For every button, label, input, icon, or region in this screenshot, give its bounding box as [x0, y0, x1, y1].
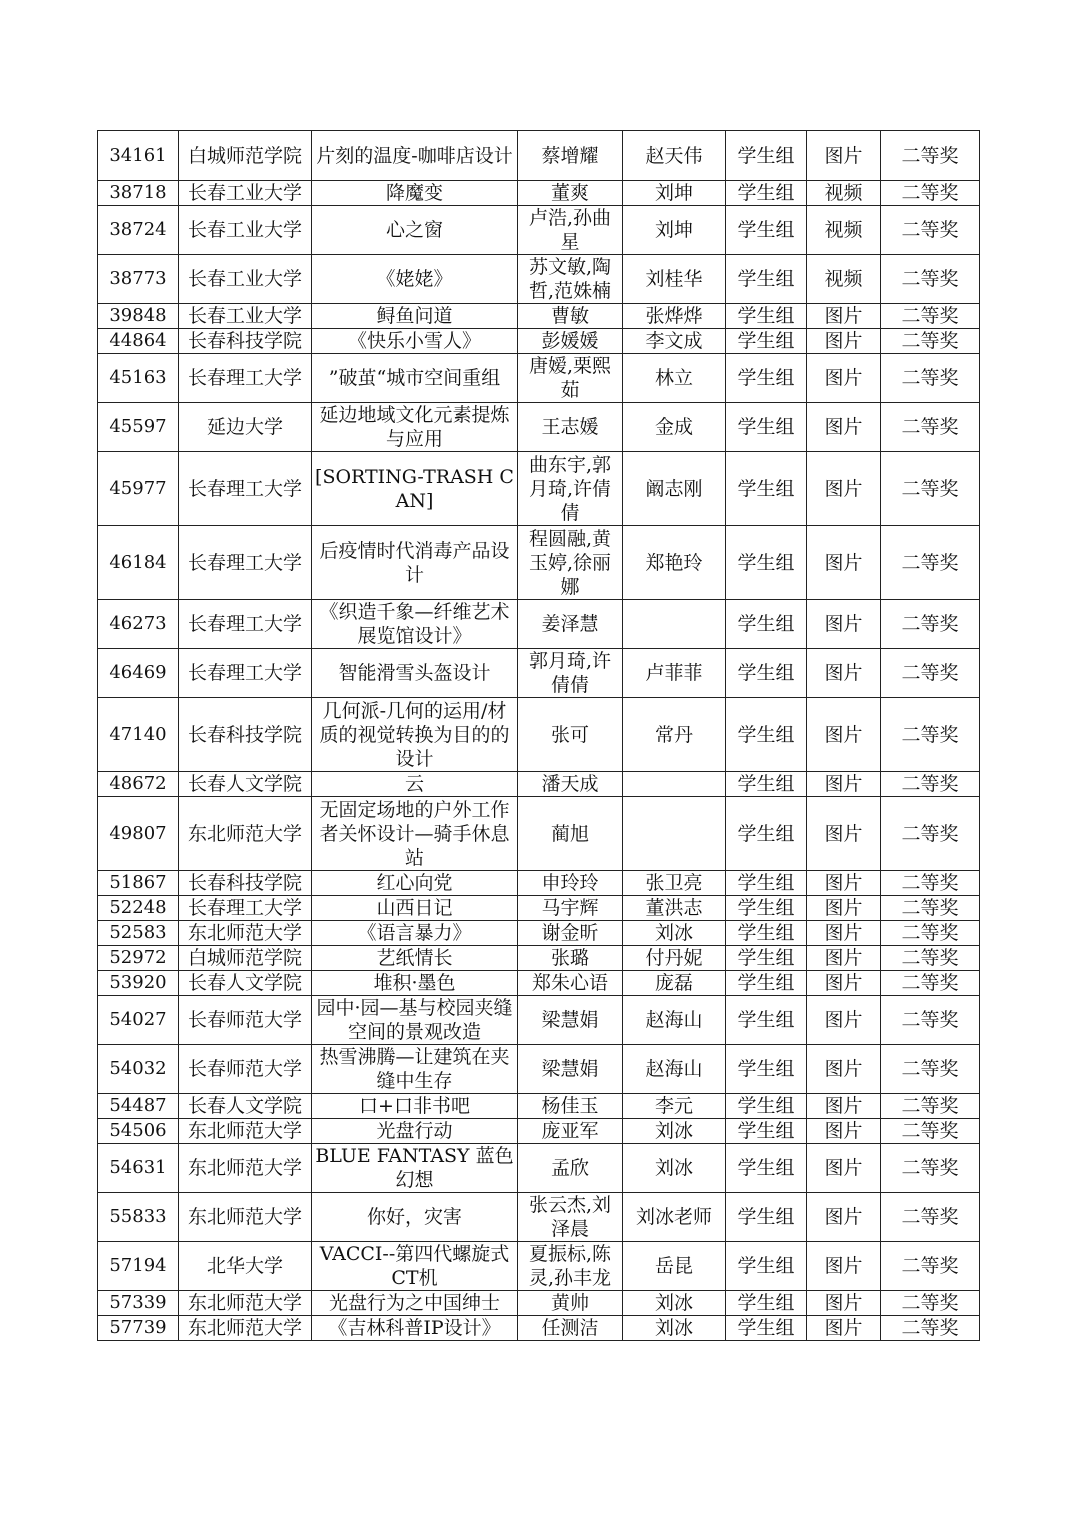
- authors-cell: 杨佳玉: [518, 1094, 623, 1119]
- advisor-cell: 金成: [623, 403, 726, 452]
- table-row: [98, 1242, 980, 1291]
- school-cell: 长春人文学院: [179, 1094, 312, 1119]
- work-title-cell: 几何派-几何的运用/材质的视觉转换为目的的设计: [312, 698, 518, 772]
- authors-cell: 孟欣: [518, 1144, 623, 1193]
- work-id-cell: 57739: [98, 1316, 179, 1341]
- category-cell: 图片: [807, 526, 881, 600]
- advisor-cell: 郑艳玲: [623, 526, 726, 600]
- advisor-cell: 卢菲菲: [623, 649, 726, 698]
- school-cell: 延边大学: [179, 403, 312, 452]
- award-cell: 二等奖: [881, 600, 980, 649]
- table-row: [98, 206, 980, 255]
- work-id-cell: 45597: [98, 403, 179, 452]
- school-cell: 长春理工大学: [179, 600, 312, 649]
- authors-cell: 姜泽慧: [518, 600, 623, 649]
- school-cell: 长春工业大学: [179, 304, 312, 329]
- work-id-cell: 54032: [98, 1045, 179, 1094]
- category-cell: 图片: [807, 1316, 881, 1341]
- award-cell: 二等奖: [881, 649, 980, 698]
- award-cell: 二等奖: [881, 871, 980, 896]
- authors-cell: 蔡增耀: [518, 131, 623, 181]
- table-row: [98, 1291, 980, 1316]
- advisor-cell: 刘冰老师: [623, 1193, 726, 1242]
- category-cell: 图片: [807, 1144, 881, 1193]
- group-cell: 学生组: [726, 1094, 807, 1119]
- work-id-cell: 45163: [98, 354, 179, 403]
- award-cell: 二等奖: [881, 131, 980, 181]
- award-cell: 二等奖: [881, 304, 980, 329]
- advisor-cell: 赵海山: [623, 996, 726, 1045]
- category-cell: 图片: [807, 996, 881, 1045]
- work-id-cell: 45977: [98, 452, 179, 526]
- work-title-cell: 光盘行动: [312, 1119, 518, 1144]
- work-id-cell: 57339: [98, 1291, 179, 1316]
- group-cell: 学生组: [726, 1119, 807, 1144]
- authors-cell: 任测洁: [518, 1316, 623, 1341]
- work-id-cell: 52583: [98, 921, 179, 946]
- school-cell: 东北师范大学: [179, 797, 312, 871]
- category-cell: 图片: [807, 1242, 881, 1291]
- group-cell: 学生组: [726, 1242, 807, 1291]
- authors-cell: 苏文敏,陶哲,范姝楠: [518, 255, 623, 304]
- category-cell: 图片: [807, 772, 881, 797]
- school-cell: 长春科技学院: [179, 329, 312, 354]
- group-cell: 学生组: [726, 649, 807, 698]
- work-id-cell: 54506: [98, 1119, 179, 1144]
- school-cell: 东北师范大学: [179, 1193, 312, 1242]
- table-row: [98, 896, 980, 921]
- table-row: [98, 871, 980, 896]
- award-cell: 二等奖: [881, 255, 980, 304]
- work-title-cell: 智能滑雪头盔设计: [312, 649, 518, 698]
- work-id-cell: 52248: [98, 896, 179, 921]
- authors-cell: 张云杰,刘泽晨: [518, 1193, 623, 1242]
- table-row: [98, 304, 980, 329]
- work-title-cell: 你好，灾害: [312, 1193, 518, 1242]
- table-row: [98, 526, 980, 600]
- authors-cell: 郭月琦,许倩倩: [518, 649, 623, 698]
- table-row: [98, 946, 980, 971]
- award-cell: 二等奖: [881, 996, 980, 1045]
- work-title-cell: BLUE FANTASY 蓝色幻想: [312, 1144, 518, 1193]
- table-row: [98, 1119, 980, 1144]
- authors-cell: 张璐: [518, 946, 623, 971]
- work-title-cell: [SORTING-TRASH CAN]: [312, 452, 518, 526]
- school-cell: 长春人文学院: [179, 971, 312, 996]
- work-id-cell: 55833: [98, 1193, 179, 1242]
- advisor-cell: 刘坤: [623, 206, 726, 255]
- award-cell: 二等奖: [881, 772, 980, 797]
- advisor-cell: 李元: [623, 1094, 726, 1119]
- school-cell: 长春人文学院: [179, 772, 312, 797]
- group-cell: 学生组: [726, 600, 807, 649]
- award-cell: 二等奖: [881, 1193, 980, 1242]
- group-cell: 学生组: [726, 1316, 807, 1341]
- work-id-cell: 46469: [98, 649, 179, 698]
- table-row: [98, 255, 980, 304]
- award-cell: 二等奖: [881, 1144, 980, 1193]
- authors-cell: 王志媛: [518, 403, 623, 452]
- table-row: [98, 181, 980, 206]
- group-cell: 学生组: [726, 698, 807, 772]
- category-cell: 图片: [807, 1119, 881, 1144]
- category-cell: 视频: [807, 181, 881, 206]
- authors-cell: 申玲玲: [518, 871, 623, 896]
- award-cell: 二等奖: [881, 1291, 980, 1316]
- advisor-cell: [623, 600, 726, 649]
- table-row: [98, 996, 980, 1045]
- work-id-cell: 38773: [98, 255, 179, 304]
- table-row: [98, 600, 980, 649]
- work-id-cell: 34161: [98, 131, 179, 181]
- work-id-cell: 38718: [98, 181, 179, 206]
- authors-cell: 程圆融,黄玉婷,徐丽娜: [518, 526, 623, 600]
- table-row: [98, 403, 980, 452]
- award-cell: 二等奖: [881, 698, 980, 772]
- category-cell: 图片: [807, 871, 881, 896]
- advisor-cell: 刘冰: [623, 1316, 726, 1341]
- award-cell: 二等奖: [881, 896, 980, 921]
- work-id-cell: 44864: [98, 329, 179, 354]
- award-list-table: [97, 130, 980, 1341]
- advisor-cell: 付丹妮: [623, 946, 726, 971]
- school-cell: 长春工业大学: [179, 255, 312, 304]
- group-cell: 学生组: [726, 1045, 807, 1094]
- group-cell: 学生组: [726, 255, 807, 304]
- group-cell: 学生组: [726, 1144, 807, 1193]
- work-id-cell: 54487: [98, 1094, 179, 1119]
- category-cell: 图片: [807, 1193, 881, 1242]
- work-id-cell: 54027: [98, 996, 179, 1045]
- group-cell: 学生组: [726, 772, 807, 797]
- authors-cell: 黄帅: [518, 1291, 623, 1316]
- group-cell: 学生组: [726, 403, 807, 452]
- award-cell: 二等奖: [881, 1045, 980, 1094]
- award-cell: 二等奖: [881, 921, 980, 946]
- advisor-cell: 张烨烨: [623, 304, 726, 329]
- advisor-cell: 常丹: [623, 698, 726, 772]
- advisor-cell: 刘坤: [623, 181, 726, 206]
- category-cell: 图片: [807, 1094, 881, 1119]
- work-title-cell: 红心向党: [312, 871, 518, 896]
- school-cell: 长春工业大学: [179, 181, 312, 206]
- table-row: [98, 1144, 980, 1193]
- advisor-cell: 岳昆: [623, 1242, 726, 1291]
- advisor-cell: 林立: [623, 354, 726, 403]
- work-title-cell: 《织造千象—纤维艺术展览馆设计》: [312, 600, 518, 649]
- group-cell: 学生组: [726, 946, 807, 971]
- school-cell: 长春师范大学: [179, 1045, 312, 1094]
- advisor-cell: [623, 797, 726, 871]
- authors-cell: 唐嫒,栗熙茹: [518, 354, 623, 403]
- advisor-cell: 刘冰: [623, 921, 726, 946]
- award-cell: 二等奖: [881, 946, 980, 971]
- work-title-cell: 口+口非书吧: [312, 1094, 518, 1119]
- award-cell: 二等奖: [881, 452, 980, 526]
- advisor-cell: 董洪志: [623, 896, 726, 921]
- work-title-cell: 云: [312, 772, 518, 797]
- category-cell: 视频: [807, 255, 881, 304]
- group-cell: 学生组: [726, 1291, 807, 1316]
- work-id-cell: 48672: [98, 772, 179, 797]
- award-cell: 二等奖: [881, 403, 980, 452]
- group-cell: 学生组: [726, 921, 807, 946]
- advisor-cell: 赵天伟: [623, 131, 726, 181]
- group-cell: 学生组: [726, 131, 807, 181]
- work-title-cell: 降魔变: [312, 181, 518, 206]
- category-cell: 图片: [807, 896, 881, 921]
- authors-cell: 谢金昕: [518, 921, 623, 946]
- table-row: [98, 1045, 980, 1094]
- work-id-cell: 52972: [98, 946, 179, 971]
- school-cell: 长春理工大学: [179, 649, 312, 698]
- work-title-cell: 心之窗: [312, 206, 518, 255]
- advisor-cell: 刘桂华: [623, 255, 726, 304]
- group-cell: 学生组: [726, 1193, 807, 1242]
- school-cell: 长春理工大学: [179, 354, 312, 403]
- school-cell: 北华大学: [179, 1242, 312, 1291]
- group-cell: 学生组: [726, 304, 807, 329]
- authors-cell: 蔺旭: [518, 797, 623, 871]
- category-cell: 图片: [807, 354, 881, 403]
- school-cell: 东北师范大学: [179, 1316, 312, 1341]
- authors-cell: 梁慧娟: [518, 996, 623, 1045]
- table-row: [98, 698, 980, 772]
- table-row: [98, 354, 980, 403]
- work-title-cell: 《吉林科普IP设计》: [312, 1316, 518, 1341]
- work-title-cell: ”破茧“城市空间重组: [312, 354, 518, 403]
- award-cell: 二等奖: [881, 1119, 980, 1144]
- work-title-cell: 后疫情时代消毒产品设计: [312, 526, 518, 600]
- school-cell: 东北师范大学: [179, 921, 312, 946]
- work-title-cell: 园中·园—基与校园夹缝空间的景观改造: [312, 996, 518, 1045]
- school-cell: 长春科技学院: [179, 698, 312, 772]
- table-body: [98, 131, 980, 1341]
- work-title-cell: 山西日记: [312, 896, 518, 921]
- authors-cell: 潘天成: [518, 772, 623, 797]
- table-row: [98, 649, 980, 698]
- category-cell: 图片: [807, 452, 881, 526]
- category-cell: 视频: [807, 206, 881, 255]
- advisor-cell: 刘冰: [623, 1144, 726, 1193]
- authors-cell: 郑朱心语: [518, 971, 623, 996]
- category-cell: 图片: [807, 649, 881, 698]
- work-title-cell: 延边地域文化元素提炼与应用: [312, 403, 518, 452]
- school-cell: 东北师范大学: [179, 1119, 312, 1144]
- table-row: [98, 329, 980, 354]
- work-title-cell: 《快乐小雪人》: [312, 329, 518, 354]
- award-cell: 二等奖: [881, 797, 980, 871]
- school-cell: 长春理工大学: [179, 452, 312, 526]
- work-id-cell: 39848: [98, 304, 179, 329]
- category-cell: 图片: [807, 797, 881, 871]
- authors-cell: 庞亚军: [518, 1119, 623, 1144]
- advisor-cell: 刘冰: [623, 1291, 726, 1316]
- award-cell: 二等奖: [881, 354, 980, 403]
- work-title-cell: 艺纸情长: [312, 946, 518, 971]
- table-row: [98, 921, 980, 946]
- school-cell: 白城师范学院: [179, 946, 312, 971]
- group-cell: 学生组: [726, 996, 807, 1045]
- category-cell: 图片: [807, 921, 881, 946]
- work-title-cell: 无固定场地的户外工作者关怀设计—骑手休息站: [312, 797, 518, 871]
- work-title-cell: VACCI--第四代螺旋式CT机: [312, 1242, 518, 1291]
- award-cell: 二等奖: [881, 329, 980, 354]
- work-id-cell: 38724: [98, 206, 179, 255]
- school-cell: 长春理工大学: [179, 896, 312, 921]
- category-cell: 图片: [807, 1045, 881, 1094]
- school-cell: 东北师范大学: [179, 1291, 312, 1316]
- group-cell: 学生组: [726, 206, 807, 255]
- work-title-cell: 堆积·墨色: [312, 971, 518, 996]
- authors-cell: 卢浩,孙曲星: [518, 206, 623, 255]
- work-id-cell: 46184: [98, 526, 179, 600]
- group-cell: 学生组: [726, 871, 807, 896]
- category-cell: 图片: [807, 600, 881, 649]
- table-row: [98, 1193, 980, 1242]
- award-cell: 二等奖: [881, 1316, 980, 1341]
- authors-cell: 曲东宇,郭月琦,许倩倩: [518, 452, 623, 526]
- school-cell: 长春科技学院: [179, 871, 312, 896]
- category-cell: 图片: [807, 403, 881, 452]
- category-cell: 图片: [807, 1291, 881, 1316]
- advisor-cell: 刘冰: [623, 1119, 726, 1144]
- category-cell: 图片: [807, 131, 881, 181]
- work-title-cell: 片刻的温度-咖啡店设计: [312, 131, 518, 181]
- work-id-cell: 46273: [98, 600, 179, 649]
- advisor-cell: 李文成: [623, 329, 726, 354]
- school-cell: 东北师范大学: [179, 1144, 312, 1193]
- group-cell: 学生组: [726, 896, 807, 921]
- award-cell: 二等奖: [881, 1242, 980, 1291]
- award-cell: 二等奖: [881, 181, 980, 206]
- advisor-cell: [623, 772, 726, 797]
- award-cell: 二等奖: [881, 971, 980, 996]
- group-cell: 学生组: [726, 452, 807, 526]
- school-cell: 长春师范大学: [179, 996, 312, 1045]
- table-row: [98, 797, 980, 871]
- authors-cell: 曹敏: [518, 304, 623, 329]
- category-cell: 图片: [807, 304, 881, 329]
- authors-cell: 张可: [518, 698, 623, 772]
- table-row: [98, 452, 980, 526]
- work-title-cell: 光盘行为之中国绅士: [312, 1291, 518, 1316]
- group-cell: 学生组: [726, 797, 807, 871]
- work-title-cell: 鲟鱼问道: [312, 304, 518, 329]
- school-cell: 白城师范学院: [179, 131, 312, 181]
- award-cell: 二等奖: [881, 1094, 980, 1119]
- table-row: [98, 772, 980, 797]
- work-id-cell: 57194: [98, 1242, 179, 1291]
- group-cell: 学生组: [726, 971, 807, 996]
- table-row: [98, 131, 980, 181]
- table-row: [98, 971, 980, 996]
- group-cell: 学生组: [726, 181, 807, 206]
- school-cell: 长春工业大学: [179, 206, 312, 255]
- work-id-cell: 51867: [98, 871, 179, 896]
- advisor-cell: 张卫亮: [623, 871, 726, 896]
- group-cell: 学生组: [726, 329, 807, 354]
- work-title-cell: 《语言暴力》: [312, 921, 518, 946]
- award-cell: 二等奖: [881, 526, 980, 600]
- authors-cell: 梁慧娟: [518, 1045, 623, 1094]
- advisor-cell: 赵海山: [623, 1045, 726, 1094]
- authors-cell: 董爽: [518, 181, 623, 206]
- work-id-cell: 53920: [98, 971, 179, 996]
- advisor-cell: 庞磊: [623, 971, 726, 996]
- authors-cell: 马宇辉: [518, 896, 623, 921]
- work-id-cell: 47140: [98, 698, 179, 772]
- authors-cell: 夏振标,陈灵,孙丰龙: [518, 1242, 623, 1291]
- category-cell: 图片: [807, 971, 881, 996]
- table-row: [98, 1094, 980, 1119]
- authors-cell: 彭媛媛: [518, 329, 623, 354]
- work-title-cell: 热雪沸腾—让建筑在夹缝中生存: [312, 1045, 518, 1094]
- work-id-cell: 49807: [98, 797, 179, 871]
- school-cell: 长春理工大学: [179, 526, 312, 600]
- work-id-cell: 54631: [98, 1144, 179, 1193]
- category-cell: 图片: [807, 946, 881, 971]
- advisor-cell: 阚志刚: [623, 452, 726, 526]
- group-cell: 学生组: [726, 354, 807, 403]
- award-cell: 二等奖: [881, 206, 980, 255]
- work-title-cell: 《姥姥》: [312, 255, 518, 304]
- table-row: [98, 1316, 980, 1341]
- group-cell: 学生组: [726, 526, 807, 600]
- category-cell: 图片: [807, 698, 881, 772]
- category-cell: 图片: [807, 329, 881, 354]
